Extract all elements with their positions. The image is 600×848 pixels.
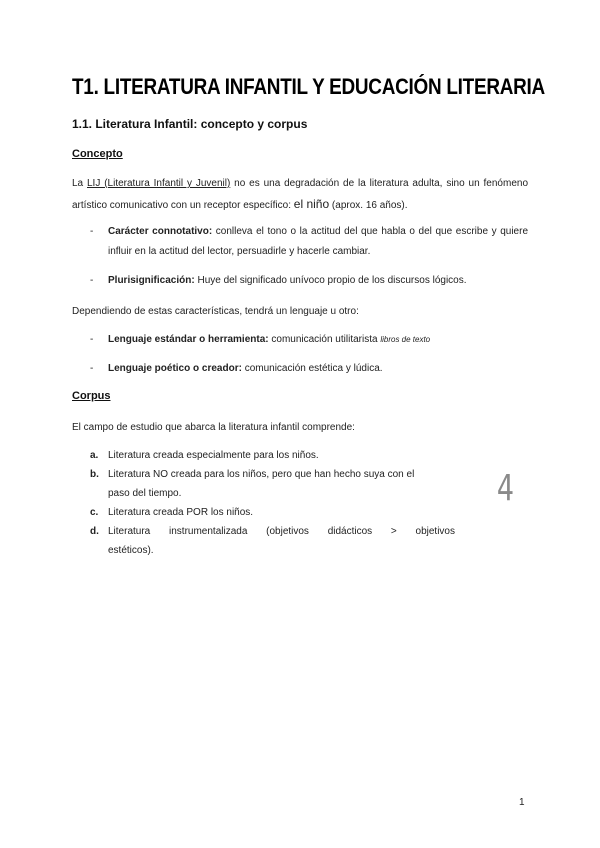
section-subtitle: 1.1. Literatura Infantil: concepto y corpus xyxy=(72,117,308,131)
bullet-dash: - xyxy=(90,334,94,345)
list-item-text-line1: Literatura NO creada para los niños, pero que han hecho suya con el xyxy=(108,469,415,480)
intro-text-pre: La xyxy=(72,178,87,189)
list-item xyxy=(90,503,253,522)
bullet-text xyxy=(108,222,528,262)
page-title: T1. LITERATURA INFANTIL Y EDUCACIÓN LITERARIA xyxy=(72,74,545,99)
bullet-text xyxy=(108,330,528,350)
list-item-text-line2: paso del tiempo. xyxy=(108,488,182,499)
list-marker: b. xyxy=(90,469,99,480)
bullet-body: comunicación utilitarista xyxy=(268,334,381,345)
handwritten-number: 4 xyxy=(496,468,515,509)
bullet-dash: - xyxy=(90,226,94,237)
bullet-body: conlleva el tono o la actitud del que habla o del que escribe y quiere influir en la actitud del lector, persuadirle y hacerle cambiar. xyxy=(108,226,529,257)
bullet-lenguaje-poetico xyxy=(90,359,528,379)
bullet-text xyxy=(108,359,528,379)
bullet-label: Plurisignificación: xyxy=(108,275,195,286)
corpus-intro: El campo de estudio que abarca la literatura infantil comprende: xyxy=(72,422,355,433)
bullet-body: comunicación estética y lúdica. xyxy=(241,363,383,374)
list-marker: a. xyxy=(90,450,99,461)
concepto-heading: Concepto xyxy=(72,148,123,160)
list-marker: d. xyxy=(90,526,99,537)
list-item-text-line1: Literatura instrumentalizada (objetivos didácticos > objetivos xyxy=(108,526,455,537)
intro-nino: el niño xyxy=(293,197,330,211)
list-item-text-line2: estéticos). xyxy=(108,545,154,556)
bullet-caracter-connotativo xyxy=(90,222,528,262)
dependiendo-paragraph: Dependiendo de estas características, tendrá un lenguaje u otro: xyxy=(72,306,359,317)
bullet-dash: - xyxy=(90,363,94,374)
intro-text-mid: no es una degradación de la literatura adulta, sino un fenómeno artístico comunicativo con un receptor específico: xyxy=(72,178,528,211)
intro-text-post: (aprox. 16 años). xyxy=(329,200,408,211)
concepto-intro xyxy=(72,174,528,216)
bullet-text xyxy=(108,271,528,291)
list-item-text: Literatura creada POR los niños. xyxy=(108,507,254,518)
bullet-dash: - xyxy=(90,275,94,286)
bullet-body: Huye del significado unívoco propio de los discursos lógicos. xyxy=(194,275,467,286)
list-item xyxy=(90,446,319,465)
lij-link-text: LIJ (Literatura Infantil y Juvenil) xyxy=(87,178,231,189)
bullet-note: libros de texto xyxy=(380,335,431,344)
list-item xyxy=(90,465,455,503)
list-item-text: Literatura creada especialmente para los niños. xyxy=(108,450,319,461)
bullet-label: Lenguaje estándar o herramienta: xyxy=(108,334,269,345)
corpus-heading: Corpus xyxy=(72,390,111,402)
bullet-label: Lenguaje poético o creador: xyxy=(108,363,242,374)
list-item xyxy=(90,522,455,560)
list-marker: c. xyxy=(90,507,99,518)
page-number: 1 xyxy=(519,797,525,808)
bullet-label: Carácter connotativo: xyxy=(108,226,213,237)
bullet-plurisignificacion xyxy=(90,271,528,291)
bullet-lenguaje-estandar xyxy=(90,330,528,350)
